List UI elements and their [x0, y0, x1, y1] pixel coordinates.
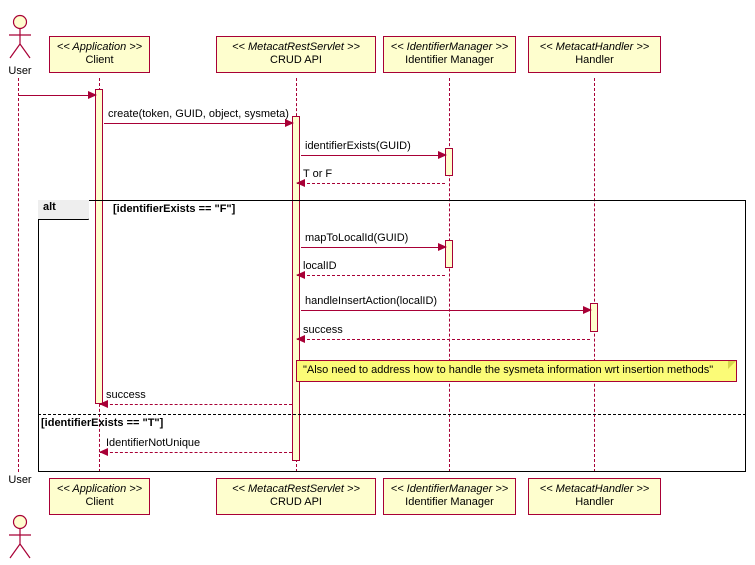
note-fold-corner-icon [728, 361, 736, 369]
actor-user-bottom-label: User [8, 474, 32, 486]
note-sysmeta-text: "Also need to address how to handle the sysmeta information wrt insertion methods" [303, 364, 714, 376]
participant-identifier-manager-top-name: Identifier Manager [405, 53, 494, 66]
participant-client-bottom[interactable] [49, 478, 150, 515]
message-create-label: create(token, GUID, object, sysmeta) [108, 108, 289, 120]
arrowhead-left-icon [296, 271, 305, 279]
participant-client-top[interactable] [49, 36, 150, 73]
message-success-client-line [100, 404, 292, 405]
message-create-line [104, 123, 293, 124]
participant-handler-bottom-name: Handler [575, 495, 614, 508]
arrowhead-left-icon [99, 400, 108, 408]
participant-identifier-manager-bottom-name: Identifier Manager [405, 495, 494, 508]
message-success-handler-label: success [303, 324, 343, 336]
participant-crud-api-top-name: CRUD API [270, 53, 322, 66]
participant-client-bottom-stereotype: << Application >> [56, 483, 143, 495]
arrowhead-right-icon [88, 91, 97, 99]
alt-fragment-tab-corner [78, 200, 89, 220]
arrowhead-right-icon [438, 151, 447, 159]
participant-crud-api-bottom[interactable] [216, 478, 376, 515]
participant-handler-bottom[interactable] [528, 478, 661, 515]
actor-user-bottom [0, 474, 40, 565]
participant-client-top-name: Client [85, 53, 114, 66]
actor-icon [1, 14, 39, 60]
participant-identifier-manager-bottom[interactable] [383, 478, 516, 515]
message-local-id-line [297, 275, 445, 276]
actor-user-top [0, 14, 40, 77]
message-user-to-client-line [19, 95, 96, 96]
participant-client-top-stereotype: << Application >> [56, 41, 143, 53]
message-handle-insert-action-label: handleInsertAction(localID) [305, 295, 438, 307]
message-t-or-f-label: T or F [303, 168, 333, 180]
note-sysmeta [296, 360, 737, 382]
actor-user-top-label: User [8, 65, 32, 77]
lifeline-user [18, 78, 19, 472]
message-identifier-exists-label: identifierExists(GUID) [305, 140, 411, 152]
participant-crud-api-bottom-stereotype: << MetacatRestServlet >> [232, 483, 360, 495]
actor-icon [1, 514, 39, 560]
participant-crud-api-top-stereotype: << MetacatRestServlet >> [232, 41, 360, 53]
arrowhead-left-icon [296, 179, 305, 187]
arrowhead-left-icon [296, 335, 305, 343]
arrowhead-right-icon [285, 119, 294, 127]
alt-fragment-guard-2: [identifierExists == "T"] [41, 417, 164, 429]
participant-identifier-manager-top[interactable] [383, 36, 516, 73]
message-identifier-not-unique-line [100, 452, 292, 453]
message-identifier-exists-line [301, 155, 446, 156]
arrowhead-left-icon [99, 448, 108, 456]
message-local-id-label: localID [303, 260, 337, 272]
alt-fragment-operator-label: alt [43, 201, 56, 213]
message-t-or-f-line [297, 183, 445, 184]
participant-handler-bottom-stereotype: << MetacatHandler >> [539, 483, 650, 495]
alt-fragment-divider [38, 414, 746, 415]
arrowhead-right-icon [583, 306, 592, 314]
arrowhead-right-icon [438, 243, 447, 251]
participant-client-bottom-name: Client [85, 495, 114, 508]
participant-crud-api-top[interactable] [216, 36, 376, 73]
participant-crud-api-bottom-name: CRUD API [270, 495, 322, 508]
message-map-to-local-id-line [301, 247, 446, 248]
message-map-to-local-id-label: mapToLocalId(GUID) [305, 232, 409, 244]
participant-identifier-manager-bottom-stereotype: << IdentifierManager >> [390, 483, 509, 495]
alt-fragment-guard-1: [identifierExists == "F"] [113, 203, 236, 215]
message-success-client-label: success [106, 389, 146, 401]
message-handle-insert-action-line [301, 310, 591, 311]
participant-handler-top[interactable] [528, 36, 661, 73]
participant-handler-top-name: Handler [575, 53, 614, 66]
participant-handler-top-stereotype: << MetacatHandler >> [539, 41, 650, 53]
message-identifier-not-unique-label: IdentifierNotUnique [106, 437, 201, 449]
participant-identifier-manager-top-stereotype: << IdentifierManager >> [390, 41, 509, 53]
message-success-handler-line [297, 339, 590, 340]
